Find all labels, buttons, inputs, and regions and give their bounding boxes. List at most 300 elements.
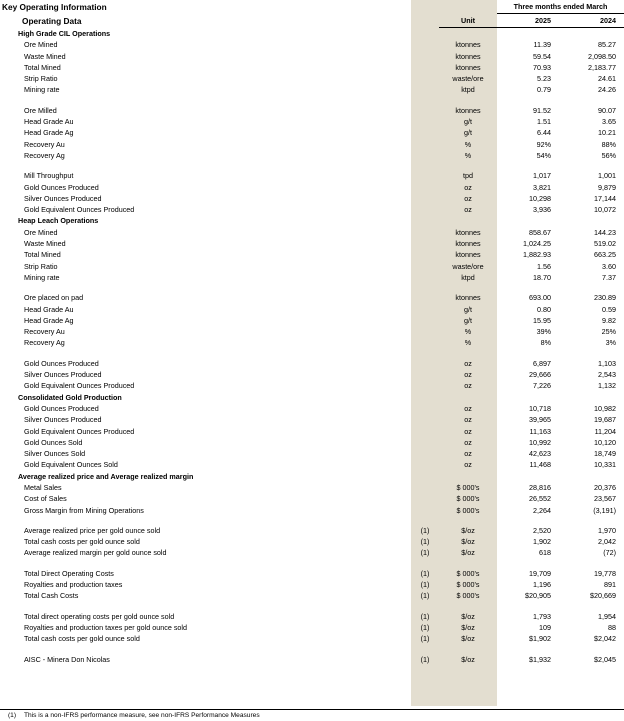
section-heading: High Grade CIL Operations <box>18 29 111 38</box>
row-value-2024: 10.21 <box>598 128 617 138</box>
row-label: Waste Mined <box>24 51 66 61</box>
row-note-reference <box>411 505 439 516</box>
page-subtitle: Operating Data <box>22 15 82 26</box>
section-heading-row <box>0 471 624 482</box>
row-value-2024: $20,669 <box>590 591 617 601</box>
row-value-2025: 1,017 <box>533 171 551 181</box>
table-row <box>0 448 624 459</box>
row-note-reference: (1) <box>420 580 430 590</box>
table-row <box>0 182 624 193</box>
spacer-cell <box>497 602 563 611</box>
row-value-2024: 19,778 <box>594 568 617 578</box>
section-heading-pad-0 <box>411 471 439 482</box>
spacer-cell <box>439 96 497 105</box>
table-row <box>0 326 624 337</box>
row-value-2025: 91.52 <box>533 105 551 115</box>
header-year-2024: 2024 <box>563 14 624 28</box>
row-value-2024: 1,103 <box>598 358 617 368</box>
page-title: Key Operating Information <box>2 1 107 12</box>
row-note-reference <box>411 193 439 204</box>
row-unit: % <box>464 338 472 348</box>
spacer-cell <box>0 602 411 611</box>
row-note-reference <box>411 238 439 249</box>
row-label: Gold Ounces Produced <box>24 403 99 413</box>
spacer-cell <box>439 516 497 525</box>
row-unit: $/oz <box>461 654 475 664</box>
row-value-2025: 0.80 <box>537 304 551 314</box>
header-unit-label: Unit <box>439 14 497 28</box>
row-value-2024: 19,687 <box>594 415 617 425</box>
row-label: Ore Milled <box>24 105 57 115</box>
row-label: Silver Ounces Produced <box>24 370 102 380</box>
table-row <box>0 426 624 437</box>
row-unit: oz <box>464 358 472 368</box>
section-heading-pad-2 <box>497 392 563 403</box>
row-note-reference <box>411 39 439 50</box>
section-heading-pad-0 <box>411 392 439 403</box>
row-unit: ktonnes <box>455 227 481 237</box>
row-unit: $ 000's <box>456 568 480 578</box>
row-value-2025: $1,902 <box>529 634 551 644</box>
row-value-2024: 90.07 <box>598 105 617 115</box>
row-value-2024: 25% <box>601 327 617 337</box>
section-heading-pad-1 <box>439 28 497 40</box>
row-value-2025: 618 <box>539 548 551 558</box>
table-row <box>0 51 624 62</box>
row-value-2025: 39% <box>536 327 551 337</box>
row-label: Gold Equivalent Ounces Sold <box>24 460 118 470</box>
spacer-row <box>0 559 624 568</box>
spacer-cell <box>0 161 411 170</box>
row-value-2025: 1,793 <box>533 611 551 621</box>
row-unit: $ 000's <box>456 482 480 492</box>
row-label: Recovery Au <box>24 139 65 149</box>
section-heading-pad-1 <box>439 471 497 482</box>
row-value-2025: 3,936 <box>533 205 551 215</box>
row-unit: ktonnes <box>455 40 481 50</box>
section-heading-pad-3 <box>563 392 624 403</box>
row-unit: waste/ore <box>452 74 484 84</box>
row-label: Waste Mined <box>24 239 66 249</box>
row-note-reference <box>411 272 439 283</box>
row-value-2025: 10,718 <box>529 403 551 413</box>
row-note-reference: (1) <box>420 634 430 644</box>
row-note-reference: (1) <box>420 568 430 578</box>
section-heading: Average realized price and Average realized margin <box>18 471 194 481</box>
row-value-2024: 2,543 <box>598 370 617 380</box>
row-unit: $/oz <box>461 548 475 558</box>
row-note-reference <box>411 116 439 127</box>
row-label: Recovery Au <box>24 327 65 337</box>
spacer-cell <box>563 349 624 358</box>
spacer-cell <box>497 645 563 654</box>
row-label: Total direct operating costs per gold ounce sold <box>24 611 175 621</box>
row-value-2024: 10,072 <box>594 205 617 215</box>
table-row <box>0 139 624 150</box>
row-label: Silver Ounces Produced <box>24 193 102 203</box>
row-value-2025: 39,965 <box>529 415 551 425</box>
spacer-cell <box>497 161 563 170</box>
table-row <box>0 547 624 558</box>
spacer-cell <box>497 349 563 358</box>
table-row <box>0 369 624 380</box>
row-unit: ktonnes <box>455 293 481 303</box>
spacer-cell <box>439 161 497 170</box>
row-unit: oz <box>464 403 472 413</box>
row-unit: ktpd <box>461 272 475 282</box>
spacer-cell <box>411 283 439 292</box>
row-unit: $/oz <box>461 634 475 644</box>
row-note-reference: (1) <box>420 525 430 535</box>
row-label: Mining rate <box>24 272 60 282</box>
spacer-cell <box>563 161 624 170</box>
row-unit: $ 000's <box>456 591 480 601</box>
row-note-reference <box>411 150 439 161</box>
spacer-cell <box>411 349 439 358</box>
row-unit: g/t <box>464 304 472 314</box>
row-value-2025: 1,902 <box>533 537 551 547</box>
spacer-cell <box>0 559 411 568</box>
row-value-2024: 23,567 <box>594 494 617 504</box>
row-note-reference <box>411 170 439 181</box>
spacer-cell <box>497 516 563 525</box>
row-value-2024: 88 <box>608 622 617 632</box>
row-value-2024: 519.02 <box>594 239 617 249</box>
spacer-cell <box>563 283 624 292</box>
row-value-2025: 1,196 <box>533 580 551 590</box>
spacer-cell <box>411 161 439 170</box>
row-value-2025: 11,163 <box>529 426 551 436</box>
row-label: Gold Equivalent Ounces Produced <box>24 426 135 436</box>
row-label: Mining rate <box>24 85 60 95</box>
spacer-row <box>0 161 624 170</box>
row-note-reference <box>411 261 439 272</box>
row-label: Gold Equivalent Ounces Produced <box>24 381 135 391</box>
section-heading-row <box>0 28 624 40</box>
header-note-blank <box>411 0 439 14</box>
footnote-marker: (1) <box>7 712 17 719</box>
table-row <box>0 304 624 315</box>
table-row <box>0 380 624 391</box>
row-label: Total Direct Operating Costs <box>24 568 114 578</box>
table-row <box>0 590 624 601</box>
row-value-2024: 663.25 <box>594 250 617 260</box>
spacer-cell <box>0 516 411 525</box>
row-label: Total Cash Costs <box>24 591 79 601</box>
section-heading-pad-3 <box>563 28 624 40</box>
row-value-2025: 109 <box>539 622 551 632</box>
row-value-2025: 54% <box>536 150 551 160</box>
table-row <box>0 73 624 84</box>
row-value-2025: 15.95 <box>533 315 551 325</box>
row-value-2025: 1.56 <box>537 261 551 271</box>
row-unit: g/t <box>464 128 472 138</box>
row-label: Head Grade Ag <box>24 128 74 138</box>
spacer-cell <box>563 516 624 525</box>
row-value-2025: 7,226 <box>533 381 551 391</box>
row-value-2024: 1,970 <box>598 525 617 535</box>
spacer-cell <box>497 559 563 568</box>
table-row <box>0 193 624 204</box>
table-row <box>0 150 624 161</box>
row-value-2024: 88% <box>601 139 617 149</box>
row-note-reference: (1) <box>420 548 430 558</box>
table-row <box>0 414 624 425</box>
row-unit: $ 000's <box>456 505 480 515</box>
row-label: Mill Throughput <box>24 171 74 181</box>
row-note-reference <box>411 84 439 95</box>
spacer-row <box>0 283 624 292</box>
row-note-reference <box>411 482 439 493</box>
table-body <box>0 28 624 665</box>
table-row <box>0 127 624 138</box>
table-row <box>0 204 624 215</box>
row-value-2024: 85.27 <box>598 40 617 50</box>
row-value-2024: 17,144 <box>594 193 617 203</box>
row-note-reference <box>411 358 439 369</box>
row-value-2025: 858.67 <box>529 227 551 237</box>
table-row <box>0 315 624 326</box>
row-value-2024: 2,042 <box>598 537 617 547</box>
spacer-row <box>0 516 624 525</box>
spacer-cell <box>411 96 439 105</box>
period-header: Three months ended March <box>497 0 624 14</box>
row-value-2025: 6,897 <box>533 358 551 368</box>
spacer-row <box>0 96 624 105</box>
row-label: Recovery Ag <box>24 150 65 160</box>
table-row <box>0 459 624 470</box>
section-heading-pad-2 <box>497 215 563 226</box>
row-value-2025: 693.00 <box>529 293 551 303</box>
spacer-cell <box>411 516 439 525</box>
row-value-2025: 8% <box>540 338 551 348</box>
spacer-cell <box>439 283 497 292</box>
row-value-2025: 92% <box>536 139 551 149</box>
row-unit: $/oz <box>461 611 475 621</box>
table-row <box>0 403 624 414</box>
section-heading-pad-3 <box>563 471 624 482</box>
row-value-2024: 3.65 <box>602 117 617 127</box>
row-label: Ore Mined <box>24 227 58 237</box>
spacer-cell <box>411 602 439 611</box>
section-heading: Heap Leach Operations <box>18 216 99 226</box>
header-year-2025: 2025 <box>497 14 563 28</box>
row-value-2025: 28,816 <box>529 482 551 492</box>
table-row <box>0 536 624 547</box>
section-heading-pad-0 <box>411 215 439 226</box>
row-value-2024: 0.59 <box>602 304 617 314</box>
row-value-2025: 26,552 <box>529 494 551 504</box>
table-row <box>0 633 624 644</box>
row-note-reference <box>411 369 439 380</box>
row-value-2024: (72) <box>603 548 617 558</box>
row-unit: oz <box>464 182 472 192</box>
row-note-reference <box>411 459 439 470</box>
spacer-cell <box>411 559 439 568</box>
row-label: Head Grade Ag <box>24 315 74 325</box>
row-label: Ore Mined <box>24 40 58 50</box>
row-note-reference: (1) <box>420 622 430 632</box>
row-unit: oz <box>464 381 472 391</box>
table-row <box>0 62 624 73</box>
row-label: Total Mined <box>24 62 61 72</box>
row-note-reference <box>411 182 439 193</box>
spacer-cell <box>0 645 411 654</box>
row-unit: ktonnes <box>455 51 481 61</box>
row-note-reference <box>411 139 439 150</box>
spacer-row <box>0 645 624 654</box>
spacer-row <box>0 349 624 358</box>
section-heading-pad-1 <box>439 215 497 226</box>
table-row <box>0 292 624 303</box>
table-row <box>0 261 624 272</box>
row-unit: % <box>464 150 472 160</box>
row-label: Total cash costs per gold ounce sold <box>24 634 140 644</box>
row-value-2025: 10,992 <box>529 437 551 447</box>
row-unit: waste/ore <box>452 261 484 271</box>
row-note-reference <box>411 249 439 260</box>
table-row <box>0 116 624 127</box>
table-row <box>0 505 624 516</box>
row-value-2024: 10,331 <box>594 460 617 470</box>
row-note-reference <box>411 493 439 504</box>
row-unit: $/oz <box>461 525 475 535</box>
row-unit: ktonnes <box>455 105 481 115</box>
row-note-reference <box>411 204 439 215</box>
row-note-reference <box>411 426 439 437</box>
row-value-2024: 1,132 <box>598 381 617 391</box>
spacer-cell <box>497 96 563 105</box>
row-value-2024: 24.61 <box>598 74 617 84</box>
row-note-reference <box>411 326 439 337</box>
table-row <box>0 39 624 50</box>
table-row <box>0 238 624 249</box>
header-unit-blank <box>439 0 497 14</box>
row-value-2025: 1.51 <box>537 117 551 127</box>
row-label: Head Grade Au <box>24 304 74 314</box>
row-unit: oz <box>464 205 472 215</box>
row-value-2025: 42,623 <box>529 449 551 459</box>
row-value-2024: 3.60 <box>602 261 617 271</box>
table-row <box>0 227 624 238</box>
row-value-2025: 6.44 <box>537 128 551 138</box>
row-value-2025: 10,298 <box>529 193 551 203</box>
table-row <box>0 568 624 579</box>
table-row <box>0 611 624 622</box>
row-value-2025: 11,468 <box>529 460 551 470</box>
row-unit: $/oz <box>461 622 475 632</box>
row-value-2025: 19,709 <box>529 568 551 578</box>
row-note-reference <box>411 437 439 448</box>
row-label: Gold Ounces Produced <box>24 182 99 192</box>
row-unit: oz <box>464 415 472 425</box>
row-label: Ore placed on pad <box>24 293 84 303</box>
table-row <box>0 622 624 633</box>
row-unit: ktonnes <box>455 62 481 72</box>
row-value-2025: 1,882.93 <box>523 250 551 260</box>
row-label: Gold Ounces Sold <box>24 437 83 447</box>
section-heading-pad-0 <box>411 28 439 40</box>
spacer-cell <box>497 283 563 292</box>
row-value-2024: 7.37 <box>602 272 617 282</box>
row-unit: oz <box>464 370 472 380</box>
section-heading-row <box>0 215 624 226</box>
row-unit: ktonnes <box>455 239 481 249</box>
section-heading-pad-2 <box>497 471 563 482</box>
row-unit: $/oz <box>461 537 475 547</box>
row-value-2024: 2,183.77 <box>588 62 617 72</box>
row-label: Royalties and production taxes <box>24 580 123 590</box>
row-value-2024: 230.89 <box>594 293 617 303</box>
row-unit: $ 000's <box>456 494 480 504</box>
row-label: Strip Ratio <box>24 261 58 271</box>
section-heading-pad-2 <box>497 28 563 40</box>
row-value-2025: $20,905 <box>525 591 551 601</box>
row-value-2024: 10,982 <box>594 403 617 413</box>
row-note-reference <box>411 51 439 62</box>
row-unit: oz <box>464 193 472 203</box>
row-label: Gold Equivalent Ounces Produced <box>24 205 135 215</box>
section-heading-pad-3 <box>563 215 624 226</box>
row-note-reference <box>411 73 439 84</box>
spacer-cell <box>0 283 411 292</box>
row-value-2024: 18,749 <box>594 449 617 459</box>
row-value-2024: 24.26 <box>598 85 617 95</box>
row-note-reference: (1) <box>420 537 430 547</box>
table-row <box>0 170 624 181</box>
row-label: Silver Ounces Produced <box>24 415 102 425</box>
row-label: Head Grade Au <box>24 117 74 127</box>
header-note-blank-2 <box>411 14 439 28</box>
row-label: Recovery Ag <box>24 338 65 348</box>
row-value-2025: 2,264 <box>533 505 551 515</box>
table-row <box>0 654 624 665</box>
footnote-text: This is a non-IFRS performance measure, see non-IFRS Performance Measures <box>24 712 260 719</box>
row-unit: oz <box>464 426 472 436</box>
row-label: Average realized margin per gold ounce sold <box>24 548 167 558</box>
row-value-2025: $1,932 <box>529 654 551 664</box>
row-note-reference: (1) <box>420 611 430 621</box>
table-row <box>0 337 624 348</box>
row-value-2024: 9,879 <box>598 182 617 192</box>
row-value-2025: 3,821 <box>533 182 551 192</box>
table-row <box>0 482 624 493</box>
table-header-second <box>0 14 624 28</box>
spacer-cell <box>439 559 497 568</box>
spacer-cell <box>439 349 497 358</box>
row-note-reference <box>411 337 439 348</box>
spacer-row <box>0 602 624 611</box>
row-note-reference <box>411 105 439 116</box>
row-label: Silver Ounces Sold <box>24 449 86 459</box>
row-label: Royalties and production taxes per gold ounce sold <box>24 622 188 632</box>
row-unit: ktpd <box>461 85 475 95</box>
row-label: Total Mined <box>24 250 61 260</box>
row-value-2025: 29,666 <box>529 370 551 380</box>
row-value-2025: 70.93 <box>533 62 551 72</box>
table-row <box>0 84 624 95</box>
row-note-reference <box>411 403 439 414</box>
spacer-cell <box>439 602 497 611</box>
row-value-2024: 1,954 <box>598 611 617 621</box>
row-note-reference: (1) <box>420 591 430 601</box>
row-unit: oz <box>464 460 472 470</box>
section-heading: Consolidated Gold Production <box>18 392 122 402</box>
section-heading-row <box>0 392 624 403</box>
row-unit: oz <box>464 437 472 447</box>
row-note-reference <box>411 380 439 391</box>
row-unit: ktonnes <box>455 250 481 260</box>
